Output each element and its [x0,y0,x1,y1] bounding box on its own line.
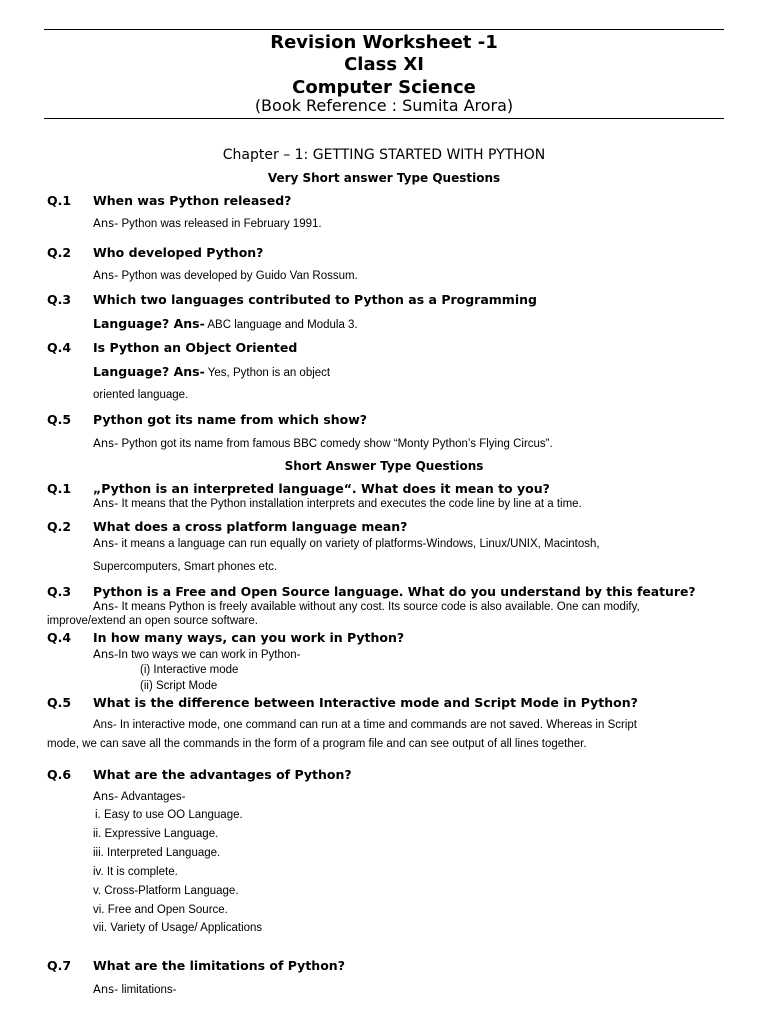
question-text: Which two languages contributed to Python as a Programming [93,292,537,307]
question-text: Who developed Python? [93,245,264,260]
question-text: Is Python an Object Oriented [93,340,298,355]
answer-text [93,268,358,284]
answer-text [93,316,358,333]
answer-text [93,789,185,805]
header-bottom-rule [44,118,724,119]
answer-text [93,496,582,512]
answer-label: Ans- [93,789,119,803]
question-text: When was Python released? [93,193,292,208]
answer-body: Python was released in February 1991. [118,218,322,230]
answer-body: Python got its name from famous BBC comedy show “Monty Python’s Flying Circus”. [118,438,553,450]
question-number: Q.5 [47,695,72,710]
answer-label: Ans- [93,599,119,613]
answer-list-item: iii. Interpreted Language. [93,847,221,859]
question-number: Q.1 [47,193,72,208]
answer-body: Python was developed by Guido Van Rossum. [118,270,358,282]
book-reference: (Book Reference : Sumita Arora) [254,96,514,115]
question-text: In how many ways, can you work in Python? [93,630,405,645]
question-text: Python is a Free and Open Source language. What do you understand by this feature? [93,584,696,599]
question-number: Q.2 [47,519,72,534]
question-text: „Python is an interpreted language“. What does it mean to you? [93,481,550,496]
answer-list-item: vi. Free and Open Source. [93,904,228,916]
answer-list-item: ii. Expressive Language. [93,828,219,840]
answer-label: Ans- [93,536,119,550]
question-number: Q.3 [47,584,72,599]
short-answer-heading: Short Answer Type Questions [284,459,484,473]
answer-continuation: Supercomputers, Smart phones etc. [93,561,278,573]
answer-label: Ans- [93,268,119,282]
question-number: Q.4 [47,340,72,355]
answer-list-item: i. Easy to use OO Language. [95,809,243,821]
question-text: What are the limitations of Python? [93,958,345,973]
answer-body: It means that the Python installation interprets and executes the code line by line at a time. [118,498,582,510]
answer-body: Advantages- [118,791,186,803]
answer-list-item: vii. Variety of Usage/ Applications [93,922,263,934]
question-text: What does a cross platform language mean? [93,519,408,534]
answer-text [93,536,600,552]
answer-label: Ans- [93,496,119,510]
answer-text: Ans- In interactive mode, one command can run at a time and commands are not saved. Whereas in Script [93,719,637,731]
answer-body: ABC language and Modula 3. [204,319,358,331]
question-number: Q.3 [47,292,72,307]
question-continuation: Language? Ans- [93,364,205,379]
answer-list-item: (i) Interactive mode [140,664,239,676]
answer-label: Ans- [93,216,119,230]
top-rule [44,29,724,30]
answer-body: it means a language can run equally on variety of platforms-Windows, Linux/UNIX, Macintosh, [118,538,600,550]
answer-label: Ans- [93,982,119,996]
answer-body: It means Python is freely available without any cost. Its source code is also available. One can modify, [118,601,640,613]
question-text: What is the difference between Interactive mode and Script Mode in Python? [93,695,638,710]
question-continuation: Language? Ans- [93,316,205,331]
answer-continuation: mode, we can save all the commands in the form of a program file and can see output of all lines together. [47,738,587,750]
answer-label: Ans- [93,647,119,661]
answer-body: Yes, Python is an object [204,367,331,379]
question-number: Q.6 [47,767,72,782]
answer-body: limitations- [118,984,177,996]
question-number: Q.2 [47,245,72,260]
answer-text [93,216,322,232]
very-short-heading: Very Short answer Type Questions [267,171,501,185]
answer-continuation: oriented language. [93,389,189,401]
question-number: Q.4 [47,630,72,645]
answer-list-item: (ii) Script Mode [140,680,218,692]
question-number: Q.5 [47,412,72,427]
question-text: What are the advantages of Python? [93,767,352,782]
answer-text [93,647,300,663]
answer-text [93,982,176,998]
answer-list-item: v. Cross-Platform Language. [93,885,239,897]
answer-text [93,364,330,381]
subject-title: Computer Science [292,77,476,98]
question-number: Q.7 [47,958,72,973]
question-number: Q.1 [47,481,72,496]
answer-text [93,436,553,452]
worksheet-title: Revision Worksheet -1 [270,32,498,53]
answer-text [93,599,640,615]
chapter-title: Chapter – 1: GETTING STARTED WITH PYTHON [222,147,546,163]
class-title: Class XI [344,54,424,75]
answer-continuation: improve/extend an open source software. [47,615,258,627]
answer-label: Ans- [93,436,119,450]
answer-body: In two ways we can work in Python- [118,649,301,661]
answer-list-item: iv. It is complete. [93,866,178,878]
question-text: Python got its name from which show? [93,412,368,427]
